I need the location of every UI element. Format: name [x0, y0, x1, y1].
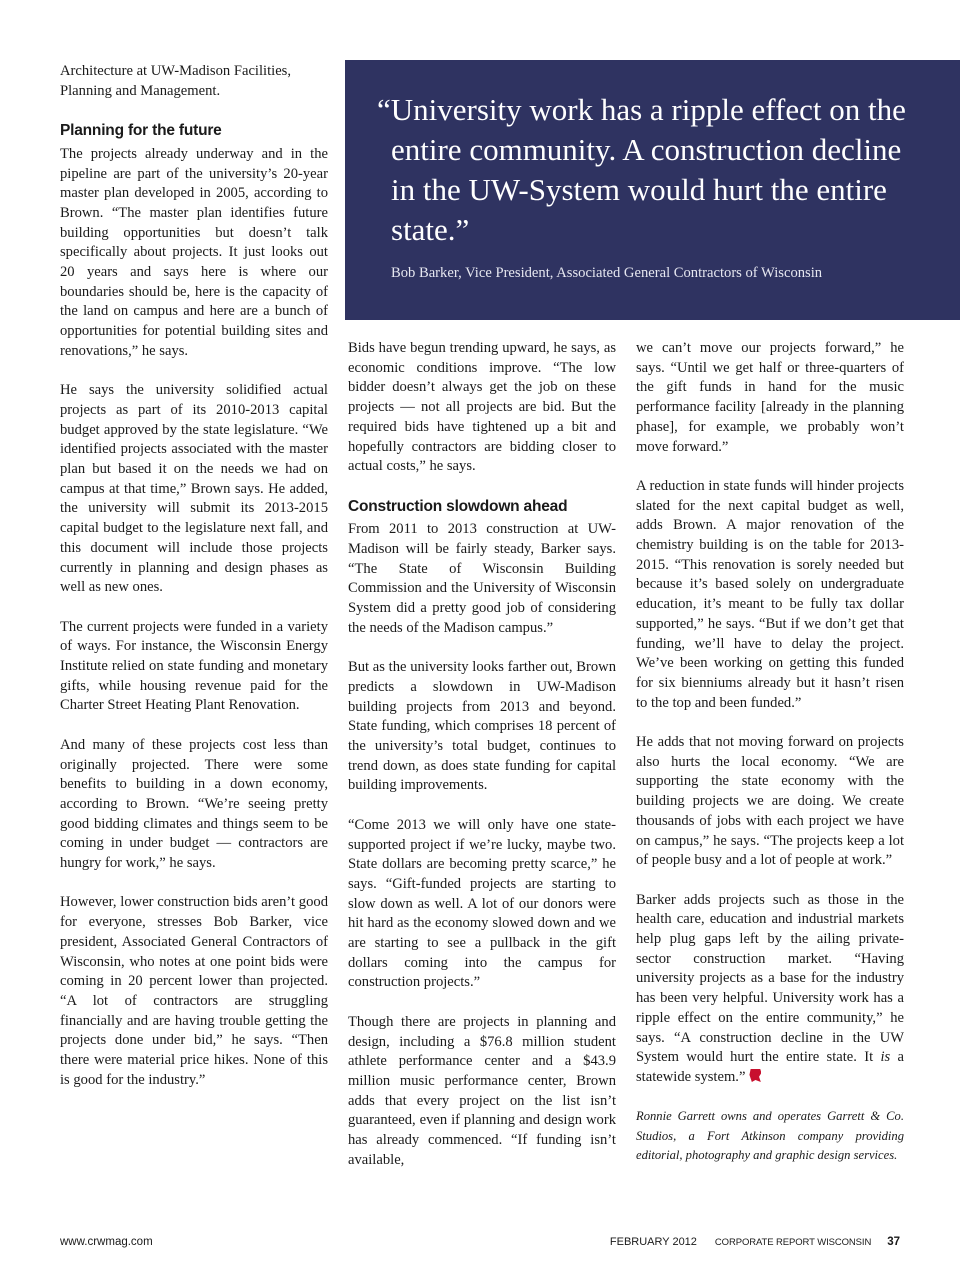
paragraph-final [636, 891, 904, 1088]
author-bio: Ronnie Garrett owns and operates Garrett & Co. Studios, a Fort Atkinson company providing editorial, photography and graphic design services. [636, 1109, 904, 1163]
paragraph: The projects already underway and in the pipeline are part of the university’s 20-year master plan developed in 2005, according to Brown. “The master plan identifies future building opportunities but doesn’t talk specifically about projects. It just looks out 20 years and says here is where our boundaries should be, here is the capacity of the land on campus and here are a bunch of opportunities for potential building sites and renovations,” he says. [60, 145, 328, 359]
paragraph: He adds that not moving forward on projects also hurts the local economy. “We are supporting the state economy with the building projects we are doing. We create thousands of jobs with each project we have on campus,” he says. “The projects keep a lot of people busy and a lot of people at work.” [636, 734, 904, 869]
subhead-slowdown: Construction slowdown ahead [348, 497, 568, 515]
footer-right [610, 1236, 900, 1248]
article-column-2 [348, 339, 616, 1190]
text-run: a statewide system.” [636, 1049, 904, 1085]
article-column-1 [60, 62, 328, 1110]
paragraph: However, lower construction bids aren’t good for everyone, stresses Bob Barker, vice president, Associated General Contractors of Wisconsin, who notes at one point bids were coming in 20 percent lower than projected. “A lot of contractors are struggling financially and are having trouble getting the projects done under bid,” he says. “Then there were material price hikes. None of this is good for the industry.” [60, 894, 328, 1088]
page-number: 37 [887, 1236, 900, 1248]
pull-quote-text [375, 90, 920, 250]
article-column-3 [636, 339, 904, 1186]
wisconsin-end-mark-icon [749, 1069, 761, 1082]
emphasis: is [880, 1049, 891, 1066]
paragraph: Though there are projects in planning and design, including a $76.8 million student athlete performance center and a $43.9 million music performance center, Brown adds that every project on the list isn’t guaranteed, even if planning and design work has already commenced. “If funding isn’t available, [348, 1013, 616, 1168]
footer-url: www.crwmag.com [60, 1236, 153, 1248]
paragraph: Architecture at UW-Madison Facilities, Planning and Management. [60, 63, 291, 99]
pull-quote-text-inner: “University work has a ripple effect on the entire community. A construction decline in the UW-System would hurt the entire state.” [377, 92, 906, 247]
paragraph: From 2011 to 2013 construction at UW-Madison will be fairly steady, Barker says. “The State of Wisconsin Building Commission and the University of Wisconsin System did a pretty good job of considering the needs of the Madison campus.” [348, 521, 616, 636]
paragraph: A reduction in state funds will hinder projects slated for the next capital budget as well, adds Brown. A major renovation of the chemistry building is on the table for 2013-2015. “This renovation is sorely needed but because it’s based solely on undergraduate education, it’s meant to be fully tax dollar supported,” he says. “But if we don’t get that funding, we’ll have to delay the project. We’ve been working on getting this funded for six bienniums already but it hasn’t risen to the top and been funded.” [636, 477, 904, 711]
paragraph: we can’t move our projects forward,” he says. “Until we get half or three-quarters of the gift funds in hand for the music performance facility [already in the planning phase], for example, we probably won’t move forward.” [636, 340, 904, 455]
paragraph: Bids have begun trending upward, he says, as economic conditions improve. “The low bidder doesn’t always get the job on these projects — not all projects are bid. But the required bids have tightened up a bit and hopefully contractors are bidding closer to actual costs,” he says. [348, 340, 616, 475]
paragraph: But as the university looks farther out, Brown predicts a slowdown in UW-Madison building projects from 2013 and beyond. State funding, which comprises 18 percent of the university’s total budget, continues to trend down, as does state funding for capital building improvements. [348, 659, 616, 794]
pull-quote-attribution: Bob Barker, Vice President, Associated General Contractors of Wisconsin [391, 265, 823, 281]
text-run: Barker adds projects such as those in the health care, education and industrial markets help plug gaps left by the ailing private-sector construction market. “Having university projects as a base for the industry has been very helpful. University work has a ripple effect on the entire community,” he says. “A construction decline in the UW System would hurt the entire state. It [636, 891, 904, 1066]
footer-month: FEBRUARY 2012 [609, 1236, 697, 1248]
page-footer [60, 1236, 900, 1250]
paragraph: He says the university solidified actual projects as part of its 2010-2013 capital budget approved by the state legislature. “We identified projects associated with the master plan but based it on the needs we had on campus at that time,” Brown says. He added, the university will submit its 2013-2015 capital budget to the legislature next fall, and this document will include those projects currently in planning and design phases as well as new ones. [60, 382, 328, 596]
paragraph: And many of these projects cost less than originally projected. There were some benefits to building in a down economy, according to Brown. “We’re seeing pretty good bidding climates and things seem to be coming in under budget — contractors are hungry for work,” he says. [60, 736, 328, 872]
subhead-planning: Planning for the future [60, 122, 222, 140]
footer-magazine: CORPORATE REPORT WISCONSIN [714, 1237, 872, 1248]
pull-quote-box [345, 60, 960, 320]
paragraph: “Come 2013 we will only have one state-supported project if we’re lucky, maybe two. State dollars are becoming pretty scarce,” he says. “Gift-funded projects are starting to slow down as well. A lot of our donors were hit hard as the economy slowed down and we are starting to see a pullback in the gift dollars coming into the campus for construction projects.” [348, 816, 616, 991]
paragraph: The current projects were funded in a variety of ways. For instance, the Wisconsin Energy Institute relied on state funding and monetary gifts, while housing revenue paid for the Charter Street Heating Plant Renovation. [60, 618, 328, 714]
